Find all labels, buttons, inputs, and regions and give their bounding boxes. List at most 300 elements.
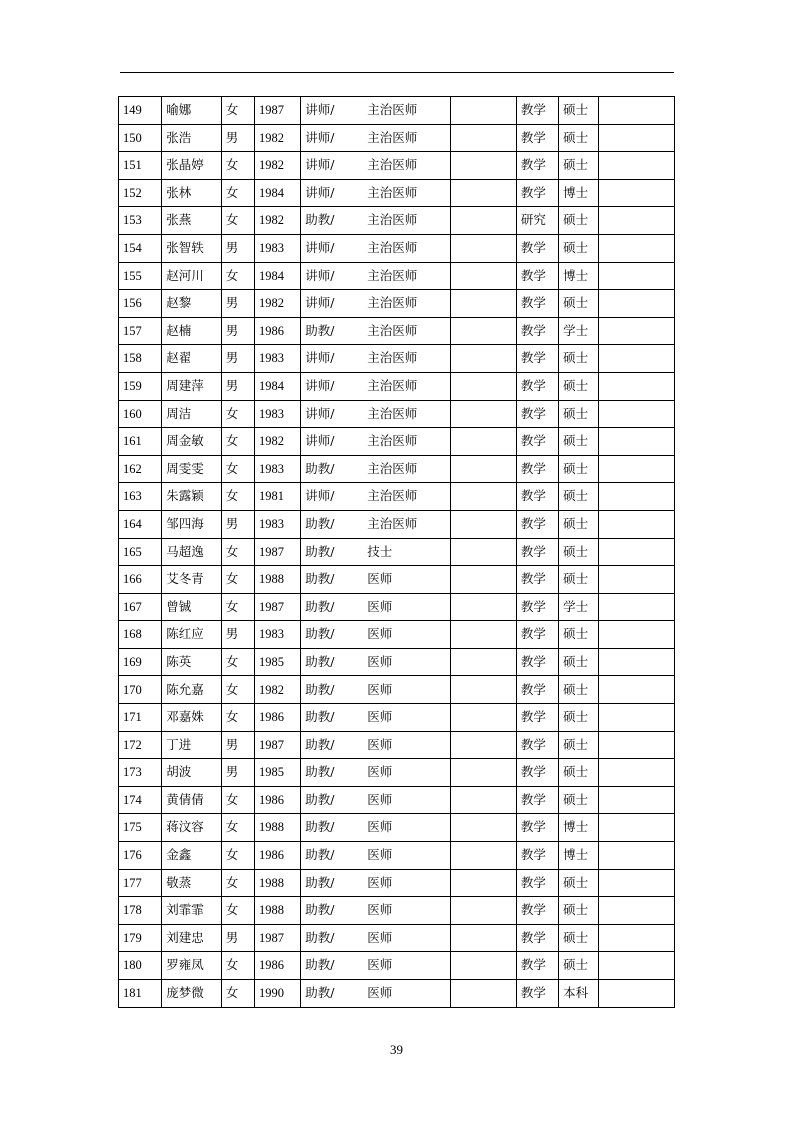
cell-note xyxy=(599,980,675,1008)
cell-number: 166 xyxy=(119,566,162,594)
cell-blank xyxy=(451,814,516,842)
title-academic: 助教/ xyxy=(305,764,335,780)
cell-post: 教学 xyxy=(516,179,558,207)
cell-blank xyxy=(451,345,516,373)
cell-note xyxy=(599,234,675,262)
cell-blank xyxy=(451,234,516,262)
cell-blank xyxy=(451,483,516,511)
cell-title xyxy=(301,924,451,952)
cell-number: 155 xyxy=(119,262,162,290)
cell-blank xyxy=(451,704,516,732)
cell-birth-year: 1984 xyxy=(254,179,300,207)
cell-degree: 硕士 xyxy=(559,731,599,759)
title-academic: 助教/ xyxy=(305,212,335,228)
title-academic: 讲师/ xyxy=(305,157,335,173)
cell-number: 180 xyxy=(119,952,162,980)
title-clinical: 医师 xyxy=(367,957,393,973)
title-clinical: 主治医师 xyxy=(367,240,418,256)
cell-blank xyxy=(451,400,516,428)
cell-note xyxy=(599,704,675,732)
cell-degree: 硕士 xyxy=(559,621,599,649)
cell-blank xyxy=(451,124,516,152)
cell-name: 金鑫 xyxy=(162,842,221,870)
title-clinical: 医师 xyxy=(367,819,393,835)
cell-blank xyxy=(451,97,516,125)
cell-note xyxy=(599,510,675,538)
cell-title xyxy=(301,842,451,870)
title-clinical: 技士 xyxy=(367,543,393,559)
cell-title xyxy=(301,372,451,400)
cell-post: 教学 xyxy=(516,455,558,483)
title-academic: 助教/ xyxy=(305,460,335,476)
cell-post: 教学 xyxy=(516,952,558,980)
cell-note xyxy=(599,731,675,759)
cell-gender: 女 xyxy=(221,566,254,594)
cell-gender: 男 xyxy=(221,924,254,952)
cell-birth-year: 1982 xyxy=(254,676,300,704)
cell-post: 教学 xyxy=(516,759,558,787)
cell-number: 157 xyxy=(119,317,162,345)
cell-blank xyxy=(451,924,516,952)
title-clinical: 医师 xyxy=(367,985,393,1001)
cell-note xyxy=(599,786,675,814)
table-row xyxy=(119,731,675,759)
cell-birth-year: 1987 xyxy=(254,593,300,621)
cell-birth-year: 1983 xyxy=(254,621,300,649)
title-clinical: 主治医师 xyxy=(367,212,418,228)
title-clinical: 医师 xyxy=(367,764,393,780)
title-academic: 讲师/ xyxy=(305,129,335,145)
title-academic: 讲师/ xyxy=(305,240,335,256)
cell-gender: 女 xyxy=(221,483,254,511)
cell-number: 163 xyxy=(119,483,162,511)
cell-name: 赵翟 xyxy=(162,345,221,373)
cell-birth-year: 1986 xyxy=(254,317,300,345)
cell-title xyxy=(301,538,451,566)
cell-blank xyxy=(451,317,516,345)
cell-number: 177 xyxy=(119,869,162,897)
cell-gender: 女 xyxy=(221,400,254,428)
cell-name: 张浩 xyxy=(162,124,221,152)
cell-blank xyxy=(451,372,516,400)
cell-note xyxy=(599,593,675,621)
cell-number: 156 xyxy=(119,290,162,318)
cell-degree: 博士 xyxy=(559,262,599,290)
cell-number: 171 xyxy=(119,704,162,732)
cell-number: 179 xyxy=(119,924,162,952)
cell-gender: 男 xyxy=(221,731,254,759)
cell-birth-year: 1983 xyxy=(254,455,300,483)
cell-note xyxy=(599,179,675,207)
cell-note xyxy=(599,676,675,704)
title-academic: 讲师/ xyxy=(305,433,335,449)
cell-title xyxy=(301,648,451,676)
cell-number: 152 xyxy=(119,179,162,207)
cell-note xyxy=(599,869,675,897)
cell-birth-year: 1986 xyxy=(254,786,300,814)
table-row xyxy=(119,648,675,676)
cell-blank xyxy=(451,428,516,456)
cell-number: 153 xyxy=(119,207,162,235)
cell-birth-year: 1986 xyxy=(254,704,300,732)
cell-note xyxy=(599,372,675,400)
cell-blank xyxy=(451,759,516,787)
table-row xyxy=(119,372,675,400)
cell-birth-year: 1982 xyxy=(254,428,300,456)
cell-birth-year: 1986 xyxy=(254,952,300,980)
cell-gender: 女 xyxy=(221,262,254,290)
cell-title xyxy=(301,428,451,456)
cell-birth-year: 1988 xyxy=(254,566,300,594)
cell-degree: 学士 xyxy=(559,593,599,621)
cell-note xyxy=(599,814,675,842)
cell-degree: 硕士 xyxy=(559,676,599,704)
cell-blank xyxy=(451,676,516,704)
table-row xyxy=(119,980,675,1008)
cell-note xyxy=(599,428,675,456)
cell-title xyxy=(301,566,451,594)
cell-degree: 硕士 xyxy=(559,455,599,483)
cell-gender: 女 xyxy=(221,593,254,621)
title-clinical: 医师 xyxy=(367,571,393,587)
cell-number: 149 xyxy=(119,97,162,125)
cell-gender: 女 xyxy=(221,538,254,566)
cell-note xyxy=(599,897,675,925)
cell-title xyxy=(301,124,451,152)
cell-post: 教学 xyxy=(516,566,558,594)
cell-blank xyxy=(451,731,516,759)
table-row xyxy=(119,317,675,345)
cell-post: 教学 xyxy=(516,400,558,428)
cell-name: 敬蒸 xyxy=(162,869,221,897)
cell-name: 张燕 xyxy=(162,207,221,235)
cell-degree: 硕士 xyxy=(559,97,599,125)
cell-title xyxy=(301,483,451,511)
cell-title xyxy=(301,179,451,207)
cell-blank xyxy=(451,593,516,621)
title-academic: 讲师/ xyxy=(305,350,335,366)
table-row xyxy=(119,345,675,373)
table-row xyxy=(119,538,675,566)
title-clinical: 主治医师 xyxy=(367,129,418,145)
title-clinical: 主治医师 xyxy=(367,184,418,200)
title-academic: 助教/ xyxy=(305,653,335,669)
cell-number: 168 xyxy=(119,621,162,649)
cell-title xyxy=(301,455,451,483)
cell-note xyxy=(599,400,675,428)
cell-gender: 女 xyxy=(221,897,254,925)
title-clinical: 医师 xyxy=(367,653,393,669)
cell-blank xyxy=(451,786,516,814)
cell-name: 赵楠 xyxy=(162,317,221,345)
cell-gender: 男 xyxy=(221,621,254,649)
cell-name: 蒋汶容 xyxy=(162,814,221,842)
title-clinical: 主治医师 xyxy=(367,350,418,366)
cell-degree: 博士 xyxy=(559,814,599,842)
cell-gender: 女 xyxy=(221,676,254,704)
title-academic: 讲师/ xyxy=(305,377,335,393)
cell-post: 教学 xyxy=(516,731,558,759)
cell-note xyxy=(599,759,675,787)
title-academic: 助教/ xyxy=(305,874,335,890)
title-academic: 助教/ xyxy=(305,985,335,1001)
header-rule xyxy=(120,72,674,73)
table-row xyxy=(119,483,675,511)
cell-blank xyxy=(451,207,516,235)
table-row xyxy=(119,455,675,483)
cell-post: 教学 xyxy=(516,676,558,704)
cell-birth-year: 1987 xyxy=(254,538,300,566)
cell-blank xyxy=(451,869,516,897)
cell-title xyxy=(301,814,451,842)
cell-birth-year: 1982 xyxy=(254,207,300,235)
title-clinical: 医师 xyxy=(367,681,393,697)
cell-note xyxy=(599,97,675,125)
title-academic: 讲师/ xyxy=(305,488,335,504)
table-body xyxy=(119,97,675,1008)
cell-number: 181 xyxy=(119,980,162,1008)
cell-name: 庞梦微 xyxy=(162,980,221,1008)
cell-gender: 女 xyxy=(221,97,254,125)
cell-title xyxy=(301,593,451,621)
cell-note xyxy=(599,124,675,152)
cell-gender: 女 xyxy=(221,952,254,980)
cell-post: 教学 xyxy=(516,345,558,373)
cell-number: 159 xyxy=(119,372,162,400)
cell-degree: 硕士 xyxy=(559,428,599,456)
cell-birth-year: 1987 xyxy=(254,731,300,759)
cell-title xyxy=(301,262,451,290)
cell-name: 赵河川 xyxy=(162,262,221,290)
cell-degree: 硕士 xyxy=(559,207,599,235)
cell-gender: 女 xyxy=(221,648,254,676)
cell-note xyxy=(599,152,675,180)
cell-degree: 硕士 xyxy=(559,952,599,980)
cell-degree: 硕士 xyxy=(559,648,599,676)
cell-post: 教学 xyxy=(516,510,558,538)
cell-post: 教学 xyxy=(516,814,558,842)
cell-birth-year: 1987 xyxy=(254,924,300,952)
title-academic: 讲师/ xyxy=(305,267,335,283)
cell-degree: 硕士 xyxy=(559,345,599,373)
cell-birth-year: 1983 xyxy=(254,510,300,538)
title-clinical: 医师 xyxy=(367,929,393,945)
title-clinical: 主治医师 xyxy=(367,405,418,421)
cell-degree: 博士 xyxy=(559,842,599,870)
cell-title xyxy=(301,759,451,787)
cell-post: 教学 xyxy=(516,980,558,1008)
cell-post: 教学 xyxy=(516,317,558,345)
cell-post: 教学 xyxy=(516,786,558,814)
cell-blank xyxy=(451,538,516,566)
table-row xyxy=(119,124,675,152)
title-academic: 讲师/ xyxy=(305,295,335,311)
title-clinical: 医师 xyxy=(367,626,393,642)
cell-gender: 男 xyxy=(221,759,254,787)
cell-birth-year: 1983 xyxy=(254,400,300,428)
cell-post: 教学 xyxy=(516,924,558,952)
cell-title xyxy=(301,980,451,1008)
cell-blank xyxy=(451,152,516,180)
cell-note xyxy=(599,952,675,980)
cell-number: 151 xyxy=(119,152,162,180)
cell-blank xyxy=(451,566,516,594)
cell-degree: 硕士 xyxy=(559,290,599,318)
table-row xyxy=(119,97,675,125)
table-row xyxy=(119,759,675,787)
cell-gender: 女 xyxy=(221,179,254,207)
cell-post: 教学 xyxy=(516,869,558,897)
table-row xyxy=(119,428,675,456)
page-number: 39 xyxy=(390,1042,403,1057)
cell-gender: 女 xyxy=(221,428,254,456)
cell-name: 陈红应 xyxy=(162,621,221,649)
cell-title xyxy=(301,97,451,125)
cell-birth-year: 1982 xyxy=(254,152,300,180)
title-academic: 助教/ xyxy=(305,929,335,945)
cell-name: 朱露颖 xyxy=(162,483,221,511)
cell-gender: 女 xyxy=(221,207,254,235)
table-row xyxy=(119,676,675,704)
cell-blank xyxy=(451,842,516,870)
cell-name: 邓嘉姝 xyxy=(162,704,221,732)
title-clinical: 主治医师 xyxy=(367,515,418,531)
table-row xyxy=(119,786,675,814)
cell-name: 张晶婷 xyxy=(162,152,221,180)
cell-number: 178 xyxy=(119,897,162,925)
table-row xyxy=(119,924,675,952)
cell-name: 陈英 xyxy=(162,648,221,676)
cell-note xyxy=(599,566,675,594)
table-row xyxy=(119,510,675,538)
title-academic: 讲师/ xyxy=(305,405,335,421)
cell-title xyxy=(301,152,451,180)
title-clinical: 主治医师 xyxy=(367,295,418,311)
title-academic: 讲师/ xyxy=(305,184,335,200)
cell-title xyxy=(301,897,451,925)
cell-note xyxy=(599,207,675,235)
cell-note xyxy=(599,621,675,649)
cell-birth-year: 1982 xyxy=(254,290,300,318)
cell-gender: 男 xyxy=(221,372,254,400)
cell-post: 教学 xyxy=(516,428,558,456)
cell-degree: 硕士 xyxy=(559,566,599,594)
title-academic: 助教/ xyxy=(305,598,335,614)
cell-name: 曾铖 xyxy=(162,593,221,621)
title-clinical: 医师 xyxy=(367,736,393,752)
cell-post: 教学 xyxy=(516,262,558,290)
cell-post: 教学 xyxy=(516,372,558,400)
cell-title xyxy=(301,731,451,759)
cell-blank xyxy=(451,510,516,538)
cell-birth-year: 1981 xyxy=(254,483,300,511)
cell-number: 169 xyxy=(119,648,162,676)
cell-birth-year: 1982 xyxy=(254,124,300,152)
table-row xyxy=(119,290,675,318)
cell-blank xyxy=(451,648,516,676)
cell-number: 170 xyxy=(119,676,162,704)
title-academic: 讲师/ xyxy=(305,102,335,118)
cell-name: 陈允嘉 xyxy=(162,676,221,704)
cell-degree: 硕士 xyxy=(559,400,599,428)
cell-number: 154 xyxy=(119,234,162,262)
table-row xyxy=(119,179,675,207)
cell-degree: 硕士 xyxy=(559,924,599,952)
title-clinical: 主治医师 xyxy=(367,433,418,449)
title-clinical: 医师 xyxy=(367,874,393,890)
cell-gender: 男 xyxy=(221,290,254,318)
cell-note xyxy=(599,648,675,676)
cell-degree: 硕士 xyxy=(559,538,599,566)
title-clinical: 主治医师 xyxy=(367,322,418,338)
title-clinical: 医师 xyxy=(367,902,393,918)
cell-name: 喻娜 xyxy=(162,97,221,125)
cell-blank xyxy=(451,952,516,980)
cell-gender: 女 xyxy=(221,704,254,732)
cell-name: 刘霏霏 xyxy=(162,897,221,925)
cell-number: 158 xyxy=(119,345,162,373)
cell-gender: 女 xyxy=(221,455,254,483)
cell-name: 邹四海 xyxy=(162,510,221,538)
table-row xyxy=(119,400,675,428)
cell-title xyxy=(301,510,451,538)
cell-title xyxy=(301,704,451,732)
cell-name: 黄倩倩 xyxy=(162,786,221,814)
title-academic: 助教/ xyxy=(305,626,335,642)
title-academic: 助教/ xyxy=(305,847,335,863)
cell-name: 周洁 xyxy=(162,400,221,428)
cell-note xyxy=(599,483,675,511)
cell-name: 周雯雯 xyxy=(162,455,221,483)
cell-birth-year: 1985 xyxy=(254,759,300,787)
title-academic: 助教/ xyxy=(305,543,335,559)
cell-gender: 女 xyxy=(221,152,254,180)
table-row xyxy=(119,621,675,649)
title-academic: 助教/ xyxy=(305,681,335,697)
cell-birth-year: 1988 xyxy=(254,897,300,925)
cell-post: 研究 xyxy=(516,207,558,235)
cell-name: 周建萍 xyxy=(162,372,221,400)
cell-birth-year: 1986 xyxy=(254,842,300,870)
cell-post: 教学 xyxy=(516,538,558,566)
cell-post: 教学 xyxy=(516,290,558,318)
title-clinical: 医师 xyxy=(367,709,393,725)
cell-post: 教学 xyxy=(516,648,558,676)
cell-note xyxy=(599,262,675,290)
cell-title xyxy=(301,869,451,897)
cell-title xyxy=(301,234,451,262)
table-row xyxy=(119,814,675,842)
title-academic: 助教/ xyxy=(305,819,335,835)
cell-title xyxy=(301,621,451,649)
cell-name: 艾冬青 xyxy=(162,566,221,594)
cell-post: 教学 xyxy=(516,897,558,925)
title-clinical: 主治医师 xyxy=(367,157,418,173)
cell-title xyxy=(301,400,451,428)
cell-gender: 女 xyxy=(221,814,254,842)
cell-degree: 硕士 xyxy=(559,372,599,400)
cell-blank xyxy=(451,262,516,290)
title-clinical: 医师 xyxy=(367,847,393,863)
cell-note xyxy=(599,317,675,345)
cell-post: 教学 xyxy=(516,234,558,262)
cell-number: 175 xyxy=(119,814,162,842)
cell-gender: 男 xyxy=(221,510,254,538)
cell-degree: 硕士 xyxy=(559,234,599,262)
title-clinical: 主治医师 xyxy=(367,377,418,393)
cell-title xyxy=(301,290,451,318)
cell-degree: 硕士 xyxy=(559,759,599,787)
